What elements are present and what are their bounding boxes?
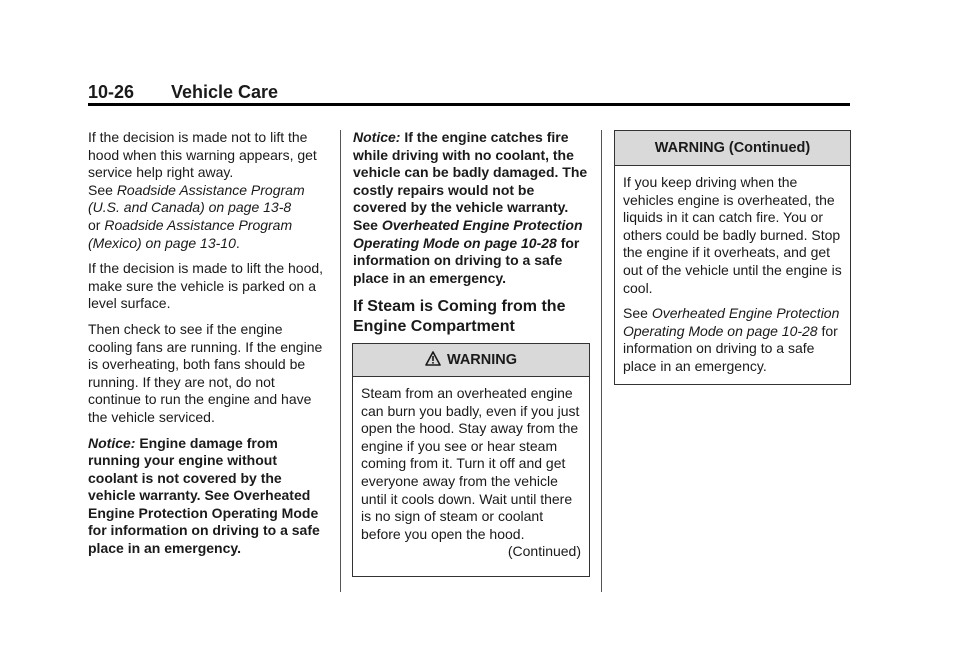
- header-rule: [88, 103, 850, 106]
- column-1: [88, 129, 328, 566]
- warning-box-continued: [614, 130, 851, 385]
- page-number: 10-26: [88, 82, 135, 102]
- warning-header-continued: WARNING (Continued): [615, 131, 850, 166]
- link-overheated-engine-mode[interactable]: Overheated Engine Protection Operating Mode on page 10-28: [353, 216, 583, 251]
- link-roadside-assistance-us[interactable]: Roadside Assistance Program (U.S. and Canada) on page 13-8: [88, 181, 305, 216]
- notice-label: Notice:: [353, 129, 401, 145]
- notice-engine-damage: [88, 435, 328, 558]
- notice-text: Engine damage from running your engine without coolant is not covered by the vehicle warranty. See Overheated Engine Protection Operating Mode for information on driving to a safe place in an emergency.: [88, 434, 320, 557]
- section-title: Vehicle Care: [171, 82, 279, 102]
- notice-label: Notice:: [88, 434, 136, 451]
- warning-body: [353, 377, 589, 561]
- column-divider-left: [340, 130, 341, 592]
- warning-header: [353, 344, 589, 377]
- link-roadside-assistance-mexico[interactable]: Roadside Assistance Program (Mexico) on page 13-10: [88, 216, 293, 251]
- warning-triangle-icon: [425, 351, 441, 366]
- subheading-steam: If Steam is Coming from the Engine Compartment: [353, 298, 566, 336]
- column-divider-right: [601, 130, 602, 592]
- warning-body-continued: [615, 166, 850, 376]
- warning-title: WARNING: [446, 352, 518, 368]
- notice-engine-fire: Notice: If the engine catches fire while driving with no coolant, the vehicle can be badly damaged. The costly repairs would not be covered by the vehicle warranty. See Overheated Engine Protection Operating Mode on page 10-28 for information on driving to a safe place in an emergency.: [353, 129, 588, 286]
- paragraph-level-surface: If the decision is made to lift the hood, make sure the vehicle is parked on a level surface.: [88, 260, 324, 312]
- link-overheated-engine-mode[interactable]: Overheated Engine Protection Operating Mode on page 10-28: [623, 305, 840, 339]
- warning-text: Steam from an overheated engine can burn you badly, even if you just open the hood. Stay away from the engine if you see or hear steam coming from it. Turn it off and get everyone away from the vehicle until it cools down. Wait until there is no sign of steam or coolant before you open the hood.: [361, 385, 580, 542]
- warning-box-steam: [352, 343, 590, 577]
- paragraph-cooling-fans: Then check to see if the engine cooling fans are running. If the engine is overheating, both fans should be running. If they are not, do not continue to run the engine and have the vehicle serviced.: [88, 320, 323, 425]
- warning-text-see: See Overheated Engine Protection Operating Mode on page 10-28 for information on driving to a safe place in an emergency.: [623, 305, 840, 374]
- warning-text-fire: If you keep driving when the vehicles engine is overheated, the liquids in it can catch fire. You or others could be badly burned. Stop the engine if it overheats, and get out of the vehicle until the engine is cool.: [623, 174, 842, 296]
- paragraph-lift-hood-decision: If the decision is made not to lift the hood when this warning appears, get service help right away. See Roadside Assistance Program (U.S. and Canada) on page 13-8 or Roadside Assistance Program (Mexico) on page 13-10.: [88, 129, 317, 251]
- column-2: [353, 129, 591, 337]
- continued-label: (Continued): [507, 543, 581, 560]
